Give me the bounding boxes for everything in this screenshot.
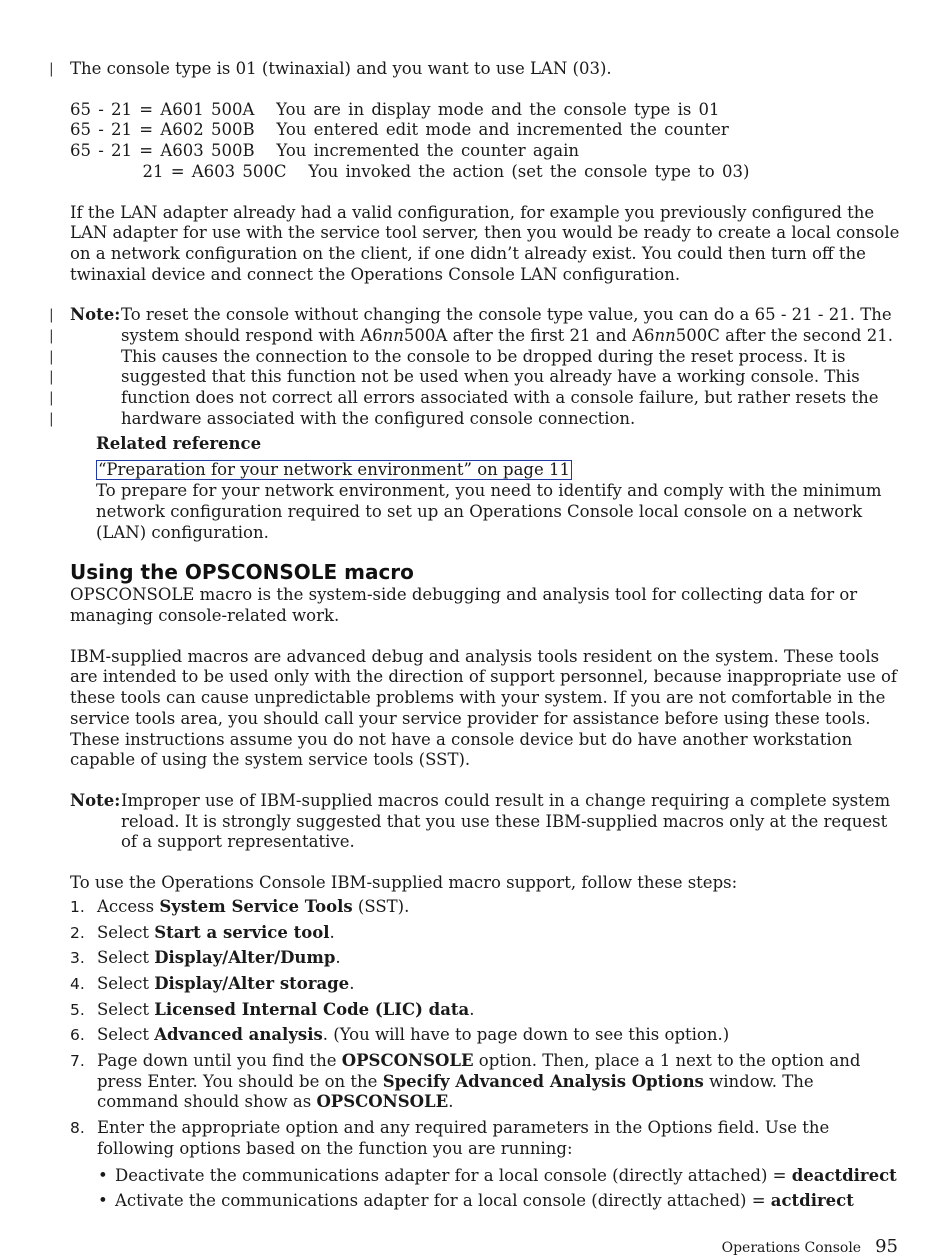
change-bar: | <box>49 390 54 407</box>
option-item: • Deactivate the communications adapter for a local console (directly attached) = deactdirect <box>98 1165 897 1185</box>
options-list <box>97 1166 900 1212</box>
note-text: Improper use of IBM-supplied macros could result in a change requiring a complete system reload. It is strongly suggested that you use these IBM-supplied macros only at the request of a support representative. <box>121 790 891 852</box>
note-reset <box>49 305 900 429</box>
note-macros <box>70 791 900 853</box>
change-bar: | <box>49 369 54 386</box>
ibm-macros-paragraph: IBM-supplied macros are advanced debug and analysis tools resident on the system. These tools are intended to be used only with the direction of support personnel, because inappropriate use of these tools can cause unpredictable problems with your system. If you are not comfortable in the service tools area, you should call your service provider for assistance before using these tools. These instructions assume you do not have a console device but do have another workstation capable of using the system service tools (SST). <box>70 646 898 770</box>
formula-line: 65 - 21 = A601 500A You are in display mode and the console type is 01 <box>70 99 720 119</box>
formula-line: 65 - 21 = A603 500B You incremented the counter again <box>70 141 580 161</box>
step-item: 1. Access System Service Tools (SST). <box>70 896 410 916</box>
section-heading: Using the OPSCONSOLE macro <box>70 560 414 585</box>
footer-title: Operations Console <box>721 1240 862 1256</box>
change-bar: | <box>49 61 54 77</box>
note-label: Note: <box>70 305 121 325</box>
formula-block <box>70 100 900 183</box>
step-item: 3. Select Display/Alter/Dump. <box>70 948 341 968</box>
steps-intro: To use the Operations Console IBM-supplied macro support, follow these steps: <box>70 873 738 893</box>
intro-text: The console type is 01 (twinaxial) and you want to use LAN (03). <box>70 59 612 78</box>
step-item: 4. Select Display/Alter storage. <box>70 973 355 993</box>
change-bar: | <box>49 307 54 324</box>
steps-list <box>70 897 900 1212</box>
related-heading: Related reference <box>96 433 262 453</box>
network-preparation-link[interactable]: “Preparation for your network environment” on page 11 <box>98 460 570 480</box>
opsconsole-paragraph: OPSCONSOLE macro is the system-side debugging and analysis tool for collecting data for or managing console-related work. <box>70 585 858 626</box>
page-number: 95 <box>875 1236 898 1257</box>
page-content <box>49 59 900 1217</box>
page-footer <box>722 1236 898 1257</box>
formula-line: 21 = A603 500C You invoked the action (set the console type to 03) <box>70 161 750 181</box>
note-label: Note: <box>70 790 121 810</box>
formula-line: 65 - 21 = A602 500B You entered edit mode and incremented the counter <box>70 120 729 140</box>
change-bar: | <box>49 410 54 427</box>
option-item: • Activate the communications adapter for a local console (directly attached) = actdirect <box>98 1191 854 1211</box>
intro-paragraph <box>49 59 900 80</box>
change-bar: | <box>49 348 54 365</box>
lan-paragraph: If the LAN adapter already had a valid configuration, for example you previously configured the LAN adapter for use with the service tool server, then you would be ready to create a local console on a network configuration on the client, if one didn’t already exist. You could then turn off the twinaxial device and connect the Operations Console LAN configuration. <box>70 202 900 284</box>
step-item: 2. Select Start a service tool. <box>70 922 335 942</box>
step-item: 7. Page down until you find the OPSCONSOLE option. Then, place a 1 next to the option and press Enter. You should be on the Specify Advanced Analysis Options window. The command should show as OPSCONSOLE. <box>70 1051 861 1112</box>
related-reference <box>70 434 900 544</box>
step-item: 5. Select Licensed Internal Code (LIC) data. <box>70 999 475 1019</box>
related-description: To prepare for your network environment, you need to identify and comply with the minimum network configuration required to set up an Operations Console local console on a network (LAN) configuration. <box>96 481 882 542</box>
step-item: 6. Select Advanced analysis. (You will have to page down to see this option.) <box>70 1025 730 1045</box>
step-item: 8. Enter the appropriate option and any required parameters in the Options field. Use the following options based on the function you are running: • Deactivate the communications adapter for a local console (directly attached) = deactdirect • Activate the communications adapter for a local console (directly attached) = actdirect <box>70 1118 900 1212</box>
note-text: To reset the console without changing the console type value, you can do a 65 - 21 - 21. The system should respond with A6nn500A after the first 21 and A6nn500C after the second 21. This causes the connection to the console to be dropped during the reset process. It is suggested that this function not be used when you already have a working console. This function does not correct all errors associated with a console failure, but rather resets the hardware associated with the configured console connection. <box>121 305 893 428</box>
change-bar: | <box>49 328 54 345</box>
